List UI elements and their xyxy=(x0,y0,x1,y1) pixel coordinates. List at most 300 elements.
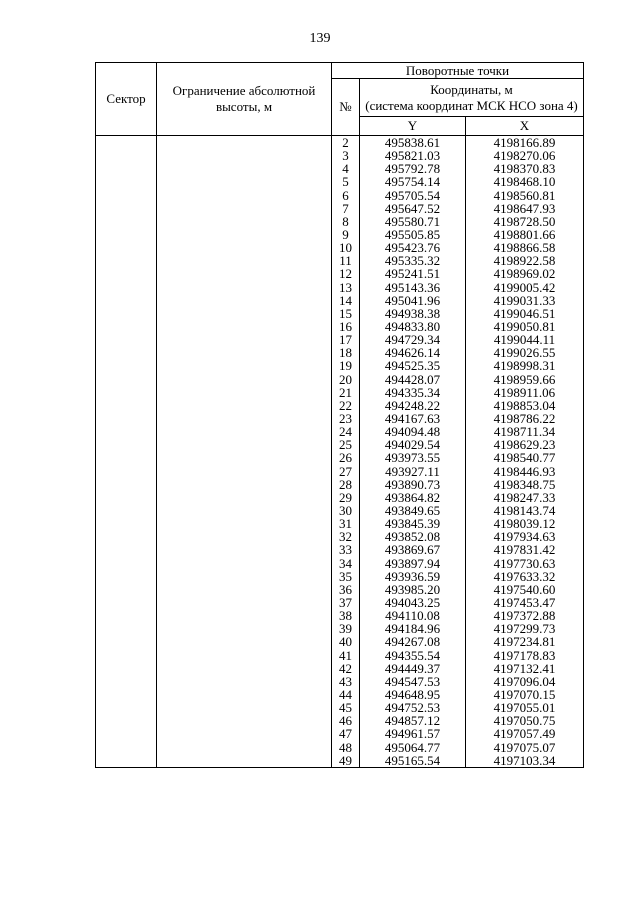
table-row xyxy=(96,320,584,333)
coordinate-y-cell: 494267.08 xyxy=(360,635,466,648)
table-row xyxy=(96,465,584,478)
point-number-cell: 17 xyxy=(332,333,360,346)
sector-cell xyxy=(96,478,157,491)
coordinate-x-cell: 4198540.77 xyxy=(466,451,584,464)
point-number-cell: 10 xyxy=(332,241,360,254)
point-number-cell: 46 xyxy=(332,714,360,727)
altitude-limit-cell xyxy=(157,675,332,688)
sector-cell xyxy=(96,281,157,294)
point-number-cell: 25 xyxy=(332,438,360,451)
table-row xyxy=(96,583,584,596)
sector-cell xyxy=(96,425,157,438)
sector-cell xyxy=(96,557,157,570)
altitude-limit-cell xyxy=(157,557,332,570)
point-number-cell: 3 xyxy=(332,149,360,162)
coordinate-y-cell: 493852.08 xyxy=(360,530,466,543)
table-row xyxy=(96,727,584,740)
point-number-cell: 39 xyxy=(332,622,360,635)
point-number-cell: 24 xyxy=(332,425,360,438)
altitude-limit-cell xyxy=(157,740,332,753)
coordinate-x-cell: 4198959.66 xyxy=(466,373,584,386)
table-row xyxy=(96,254,584,267)
sector-cell xyxy=(96,399,157,412)
point-number-cell: 33 xyxy=(332,543,360,556)
coordinate-y-cell: 494833.80 xyxy=(360,320,466,333)
coordinate-y-cell: 495041.96 xyxy=(360,294,466,307)
sector-cell xyxy=(96,662,157,675)
coordinate-y-cell: 495705.54 xyxy=(360,189,466,202)
table-row xyxy=(96,425,584,438)
coordinate-y-cell: 494043.25 xyxy=(360,596,466,609)
header-y: Y xyxy=(360,117,466,136)
altitude-limit-cell xyxy=(157,438,332,451)
altitude-limit-cell xyxy=(157,189,332,202)
header-coordinates-title: Координаты, м xyxy=(430,81,513,97)
coordinate-y-cell: 495505.85 xyxy=(360,228,466,241)
sector-cell xyxy=(96,333,157,346)
altitude-limit-cell xyxy=(157,281,332,294)
table-row xyxy=(96,241,584,254)
point-number-cell: 23 xyxy=(332,412,360,425)
table-row xyxy=(96,281,584,294)
coordinate-x-cell: 4199046.51 xyxy=(466,307,584,320)
table-row xyxy=(96,609,584,622)
sector-cell xyxy=(96,517,157,530)
point-number-cell: 37 xyxy=(332,596,360,609)
table-row xyxy=(96,149,584,162)
coordinate-y-cell: 494184.96 xyxy=(360,622,466,635)
coordinate-y-cell: 494167.63 xyxy=(360,412,466,425)
coordinate-y-cell: 493897.94 xyxy=(360,557,466,570)
sector-cell xyxy=(96,465,157,478)
altitude-limit-cell xyxy=(157,491,332,504)
table-row xyxy=(96,136,584,150)
altitude-limit-cell xyxy=(157,727,332,740)
altitude-limit-cell xyxy=(157,543,332,556)
coordinate-y-cell: 495165.54 xyxy=(360,754,466,768)
table-row xyxy=(96,662,584,675)
sector-cell xyxy=(96,412,157,425)
coordinate-y-cell: 493849.65 xyxy=(360,504,466,517)
altitude-limit-cell xyxy=(157,478,332,491)
point-number-cell: 7 xyxy=(332,202,360,215)
point-number-cell: 41 xyxy=(332,648,360,661)
coordinate-y-cell: 494355.54 xyxy=(360,648,466,661)
sector-cell xyxy=(96,754,157,768)
altitude-limit-cell xyxy=(157,583,332,596)
point-number-cell: 11 xyxy=(332,254,360,267)
altitude-limit-cell xyxy=(157,294,332,307)
table-row xyxy=(96,359,584,372)
point-number-cell: 26 xyxy=(332,451,360,464)
coordinate-y-cell: 494857.12 xyxy=(360,714,466,727)
sector-cell xyxy=(96,688,157,701)
table-row xyxy=(96,399,584,412)
coordinate-x-cell: 4198629.23 xyxy=(466,438,584,451)
sector-cell xyxy=(96,675,157,688)
point-number-cell: 9 xyxy=(332,228,360,241)
altitude-limit-cell xyxy=(157,162,332,175)
coordinate-x-cell: 4198348.75 xyxy=(466,478,584,491)
coordinate-x-cell: 4198446.93 xyxy=(466,465,584,478)
coordinate-x-cell: 4197050.75 xyxy=(466,714,584,727)
altitude-limit-cell xyxy=(157,254,332,267)
point-number-cell: 13 xyxy=(332,281,360,294)
coordinate-y-cell: 494729.34 xyxy=(360,333,466,346)
altitude-limit-cell xyxy=(157,399,332,412)
altitude-limit-cell xyxy=(157,754,332,768)
altitude-limit-cell xyxy=(157,596,332,609)
point-number-cell: 15 xyxy=(332,307,360,320)
point-number-cell: 14 xyxy=(332,294,360,307)
altitude-limit-cell xyxy=(157,241,332,254)
sector-cell xyxy=(96,241,157,254)
altitude-limit-cell xyxy=(157,215,332,228)
altitude-limit-cell xyxy=(157,609,332,622)
table-row xyxy=(96,215,584,228)
coordinate-x-cell: 4198728.50 xyxy=(466,215,584,228)
point-number-cell: 8 xyxy=(332,215,360,228)
sector-cell xyxy=(96,543,157,556)
coordinate-x-cell: 4199026.55 xyxy=(466,346,584,359)
coordinate-x-cell: 4199031.33 xyxy=(466,294,584,307)
altitude-limit-cell xyxy=(157,688,332,701)
altitude-limit-cell xyxy=(157,228,332,241)
coordinate-y-cell: 494961.57 xyxy=(360,727,466,740)
point-number-cell: 12 xyxy=(332,267,360,280)
sector-cell xyxy=(96,727,157,740)
coordinate-x-cell: 4199044.11 xyxy=(466,333,584,346)
table-row xyxy=(96,162,584,175)
table-row xyxy=(96,189,584,202)
coordinate-x-cell: 4198247.33 xyxy=(466,491,584,504)
point-number-cell: 27 xyxy=(332,465,360,478)
sector-cell xyxy=(96,215,157,228)
coordinate-x-cell: 4197730.63 xyxy=(466,557,584,570)
sector-cell xyxy=(96,635,157,648)
point-number-cell: 16 xyxy=(332,320,360,333)
coordinate-x-cell: 4198998.31 xyxy=(466,359,584,372)
altitude-limit-cell xyxy=(157,320,332,333)
coordinate-x-cell: 4198866.58 xyxy=(466,241,584,254)
header-sector: Сектор xyxy=(96,63,157,136)
coordinate-x-cell: 4197831.42 xyxy=(466,543,584,556)
table-row xyxy=(96,386,584,399)
header-turning-points: Поворотные точки xyxy=(332,63,584,79)
altitude-limit-cell xyxy=(157,307,332,320)
coordinate-x-cell: 4197070.15 xyxy=(466,688,584,701)
coordinate-y-cell: 494752.53 xyxy=(360,701,466,714)
sector-cell xyxy=(96,202,157,215)
coordinate-y-cell: 493985.20 xyxy=(360,583,466,596)
table-row xyxy=(96,267,584,280)
table-row xyxy=(96,688,584,701)
coordinate-x-cell: 4198039.12 xyxy=(466,517,584,530)
table-row xyxy=(96,228,584,241)
table-row xyxy=(96,491,584,504)
point-number-cell: 4 xyxy=(332,162,360,175)
point-number-cell: 44 xyxy=(332,688,360,701)
coordinates-table xyxy=(95,62,584,768)
coordinate-y-cell: 494626.14 xyxy=(360,346,466,359)
altitude-limit-cell xyxy=(157,425,332,438)
table-row xyxy=(96,451,584,464)
table-row xyxy=(96,740,584,753)
table-row xyxy=(96,675,584,688)
altitude-limit-cell xyxy=(157,136,332,150)
coordinate-y-cell: 495754.14 xyxy=(360,175,466,188)
coordinate-y-cell: 494110.08 xyxy=(360,609,466,622)
table-row xyxy=(96,504,584,517)
altitude-limit-cell xyxy=(157,175,332,188)
sector-cell xyxy=(96,136,157,150)
table-row xyxy=(96,714,584,727)
sector-cell xyxy=(96,175,157,188)
coordinate-x-cell: 4199005.42 xyxy=(466,281,584,294)
coordinate-x-cell: 4197057.49 xyxy=(466,727,584,740)
table-row xyxy=(96,557,584,570)
coordinate-x-cell: 4198370.83 xyxy=(466,162,584,175)
coordinate-x-cell: 4198922.58 xyxy=(466,254,584,267)
altitude-limit-cell xyxy=(157,622,332,635)
coordinate-y-cell: 494938.38 xyxy=(360,307,466,320)
sector-cell xyxy=(96,622,157,635)
point-number-cell: 32 xyxy=(332,530,360,543)
sector-cell xyxy=(96,320,157,333)
table-row xyxy=(96,175,584,188)
coordinate-x-cell: 4197234.81 xyxy=(466,635,584,648)
table-row xyxy=(96,333,584,346)
coordinate-x-cell: 4197096.04 xyxy=(466,675,584,688)
table-row xyxy=(96,543,584,556)
table-row xyxy=(96,648,584,661)
sector-cell xyxy=(96,609,157,622)
table-body xyxy=(96,136,584,768)
point-number-cell: 21 xyxy=(332,386,360,399)
sector-cell xyxy=(96,228,157,241)
table-row xyxy=(96,373,584,386)
coordinate-x-cell: 4198711.34 xyxy=(466,425,584,438)
coordinate-x-cell: 4197178.83 xyxy=(466,648,584,661)
altitude-limit-cell xyxy=(157,635,332,648)
point-number-cell: 19 xyxy=(332,359,360,372)
coordinate-y-cell: 495423.76 xyxy=(360,241,466,254)
point-number-cell: 22 xyxy=(332,399,360,412)
header-altitude-limit: Ограничение абсолютной высоты, м xyxy=(157,63,332,136)
coordinate-y-cell: 495580.71 xyxy=(360,215,466,228)
coordinate-y-cell: 494547.53 xyxy=(360,675,466,688)
altitude-limit-cell xyxy=(157,373,332,386)
coordinate-y-cell: 493845.39 xyxy=(360,517,466,530)
header-x: X xyxy=(466,117,584,136)
sector-cell xyxy=(96,189,157,202)
sector-cell xyxy=(96,714,157,727)
coordinate-x-cell: 4198143.74 xyxy=(466,504,584,517)
sector-cell xyxy=(96,162,157,175)
point-number-cell: 38 xyxy=(332,609,360,622)
table-row xyxy=(96,635,584,648)
coordinate-y-cell: 493890.73 xyxy=(360,478,466,491)
coordinate-y-cell: 494248.22 xyxy=(360,399,466,412)
coordinate-y-cell: 495821.03 xyxy=(360,149,466,162)
coordinate-y-cell: 494428.07 xyxy=(360,373,466,386)
altitude-limit-cell xyxy=(157,386,332,399)
point-number-cell: 48 xyxy=(332,740,360,753)
point-number-cell: 20 xyxy=(332,373,360,386)
sector-cell xyxy=(96,596,157,609)
altitude-limit-cell xyxy=(157,530,332,543)
altitude-limit-cell xyxy=(157,648,332,661)
coordinate-x-cell: 4198468.10 xyxy=(466,175,584,188)
coordinate-x-cell: 4198560.81 xyxy=(466,189,584,202)
coordinate-y-cell: 494094.48 xyxy=(360,425,466,438)
page-number: 139 xyxy=(309,31,331,46)
coordinate-x-cell: 4197372.88 xyxy=(466,609,584,622)
coordinate-x-cell: 4198801.66 xyxy=(466,228,584,241)
header-coordinates xyxy=(360,79,584,117)
coordinate-y-cell: 493864.82 xyxy=(360,491,466,504)
coordinate-x-cell: 4197075.07 xyxy=(466,740,584,753)
coordinate-x-cell: 4198166.89 xyxy=(466,136,584,150)
coordinate-x-cell: 4197540.60 xyxy=(466,583,584,596)
coordinate-x-cell: 4197934.63 xyxy=(466,530,584,543)
coordinate-x-cell: 4198647.93 xyxy=(466,202,584,215)
coordinate-x-cell: 4198270.06 xyxy=(466,149,584,162)
coordinate-x-cell: 4197055.01 xyxy=(466,701,584,714)
coordinate-y-cell: 494335.34 xyxy=(360,386,466,399)
header-coordinates-system: (система координат МСК НСО зона 4) xyxy=(365,97,578,113)
coordinate-x-cell: 4198786.22 xyxy=(466,412,584,425)
coordinate-y-cell: 494029.54 xyxy=(360,438,466,451)
table-row xyxy=(96,346,584,359)
point-number-cell: 40 xyxy=(332,635,360,648)
point-number-cell: 18 xyxy=(332,346,360,359)
point-number-cell: 34 xyxy=(332,557,360,570)
altitude-limit-cell xyxy=(157,451,332,464)
coordinate-y-cell: 495647.52 xyxy=(360,202,466,215)
coordinate-y-cell: 495792.78 xyxy=(360,162,466,175)
sector-cell xyxy=(96,701,157,714)
sector-cell xyxy=(96,254,157,267)
point-number-cell: 36 xyxy=(332,583,360,596)
point-number-cell: 31 xyxy=(332,517,360,530)
altitude-limit-cell xyxy=(157,333,332,346)
sector-cell xyxy=(96,504,157,517)
coordinate-y-cell: 495143.36 xyxy=(360,281,466,294)
sector-cell xyxy=(96,267,157,280)
altitude-limit-cell xyxy=(157,517,332,530)
altitude-limit-cell xyxy=(157,412,332,425)
sector-cell xyxy=(96,373,157,386)
coordinate-x-cell: 4197103.34 xyxy=(466,754,584,768)
altitude-limit-cell xyxy=(157,346,332,359)
altitude-limit-cell xyxy=(157,202,332,215)
coordinate-x-cell: 4199050.81 xyxy=(466,320,584,333)
point-number-cell: 49 xyxy=(332,754,360,768)
altitude-limit-cell xyxy=(157,465,332,478)
point-number-cell: 29 xyxy=(332,491,360,504)
sector-cell xyxy=(96,530,157,543)
point-number-cell: 30 xyxy=(332,504,360,517)
coordinate-x-cell: 4198853.04 xyxy=(466,399,584,412)
table-row xyxy=(96,438,584,451)
coordinate-y-cell: 493927.11 xyxy=(360,465,466,478)
altitude-limit-cell xyxy=(157,504,332,517)
table-row xyxy=(96,202,584,215)
table-row xyxy=(96,596,584,609)
sector-cell xyxy=(96,307,157,320)
coordinate-x-cell: 4197299.73 xyxy=(466,622,584,635)
altitude-limit-cell xyxy=(157,714,332,727)
altitude-limit-cell xyxy=(157,701,332,714)
coordinate-x-cell: 4198911.06 xyxy=(466,386,584,399)
sector-cell xyxy=(96,294,157,307)
coordinate-y-cell: 494449.37 xyxy=(360,662,466,675)
table-row xyxy=(96,530,584,543)
coordinate-y-cell: 494525.35 xyxy=(360,359,466,372)
altitude-limit-cell xyxy=(157,359,332,372)
coordinate-y-cell: 493973.55 xyxy=(360,451,466,464)
table-row xyxy=(96,412,584,425)
point-number-cell: 6 xyxy=(332,189,360,202)
table-row xyxy=(96,701,584,714)
sector-cell xyxy=(96,491,157,504)
coordinate-y-cell: 495064.77 xyxy=(360,740,466,753)
header-number: № xyxy=(332,79,360,136)
point-number-cell: 35 xyxy=(332,570,360,583)
coordinate-y-cell: 495335.32 xyxy=(360,254,466,267)
point-number-cell: 47 xyxy=(332,727,360,740)
coordinate-y-cell: 493869.67 xyxy=(360,543,466,556)
point-number-cell: 28 xyxy=(332,478,360,491)
coordinate-x-cell: 4197453.47 xyxy=(466,596,584,609)
sector-cell xyxy=(96,570,157,583)
coordinate-y-cell: 493936.59 xyxy=(360,570,466,583)
table-row xyxy=(96,307,584,320)
table-row xyxy=(96,622,584,635)
table-row xyxy=(96,478,584,491)
table-row xyxy=(96,294,584,307)
point-number-cell: 5 xyxy=(332,175,360,188)
sector-cell xyxy=(96,359,157,372)
sector-cell xyxy=(96,648,157,661)
sector-cell xyxy=(96,451,157,464)
altitude-limit-cell xyxy=(157,267,332,280)
sector-cell xyxy=(96,149,157,162)
coordinate-x-cell: 4198969.02 xyxy=(466,267,584,280)
sector-cell xyxy=(96,740,157,753)
point-number-cell: 42 xyxy=(332,662,360,675)
table-row xyxy=(96,754,584,768)
point-number-cell: 43 xyxy=(332,675,360,688)
sector-cell xyxy=(96,583,157,596)
coordinate-y-cell: 495241.51 xyxy=(360,267,466,280)
point-number-cell: 45 xyxy=(332,701,360,714)
sector-cell xyxy=(96,386,157,399)
altitude-limit-cell xyxy=(157,662,332,675)
coordinate-x-cell: 4197132.41 xyxy=(466,662,584,675)
coordinate-x-cell: 4197633.32 xyxy=(466,570,584,583)
table-row xyxy=(96,517,584,530)
altitude-limit-cell xyxy=(157,570,332,583)
table-row xyxy=(96,570,584,583)
sector-cell xyxy=(96,438,157,451)
coordinate-y-cell: 495838.61 xyxy=(360,136,466,150)
altitude-limit-cell xyxy=(157,149,332,162)
sector-cell xyxy=(96,346,157,359)
coordinate-y-cell: 494648.95 xyxy=(360,688,466,701)
point-number-cell: 2 xyxy=(332,136,360,150)
